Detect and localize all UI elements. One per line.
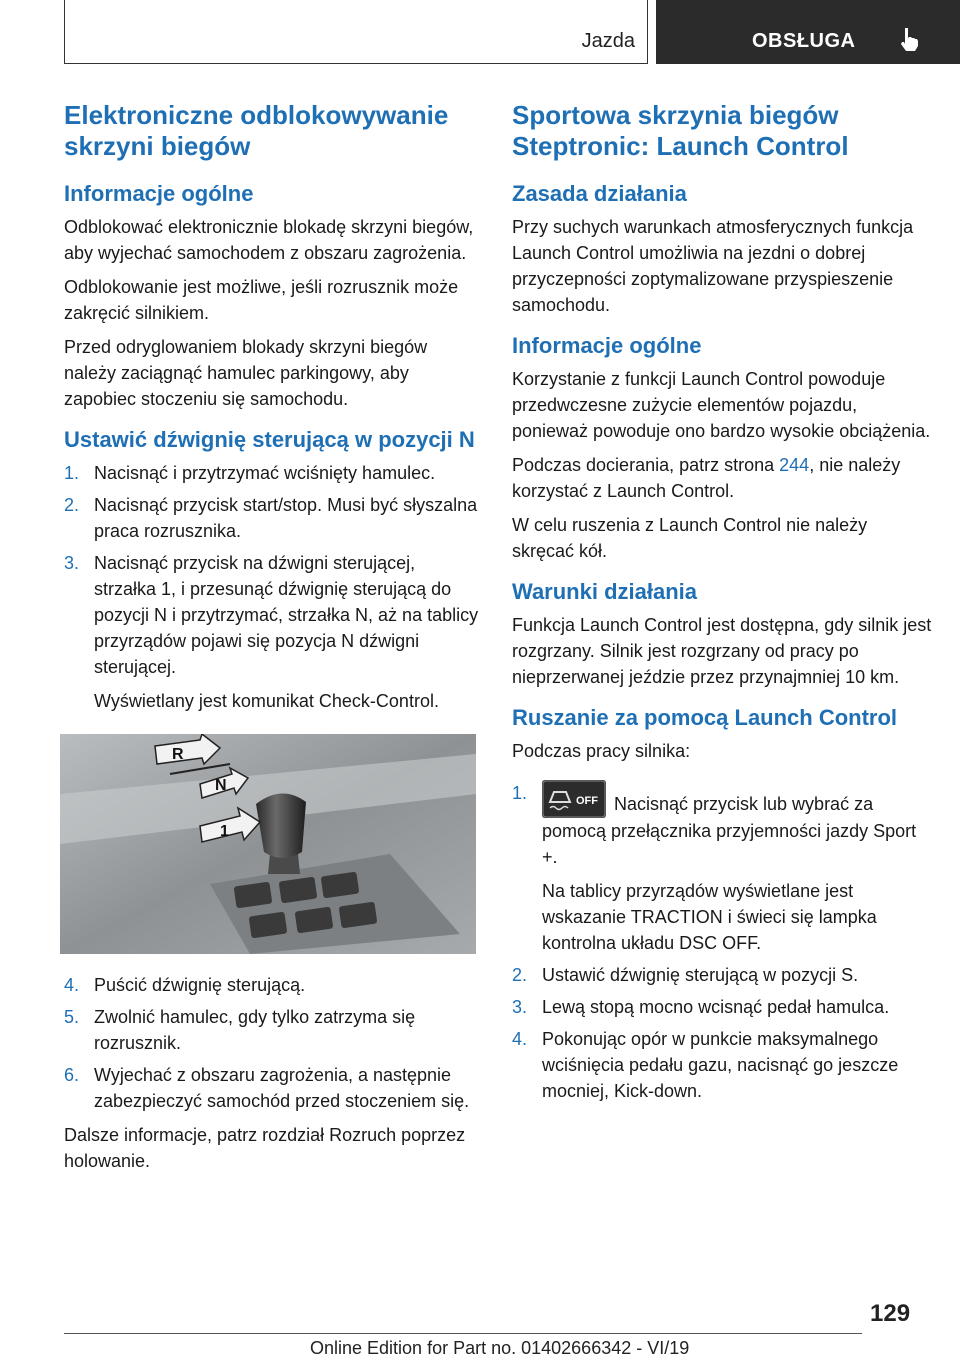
- text-before-link: Podczas docierania, patrz strona: [512, 455, 780, 475]
- paragraph: Przed odryglowaniem blokady skrzyni biegów należy zaciągnąć hamulec parkingowy, aby zapobiec stoczeniu się samochodu.: [64, 337, 428, 409]
- step-number: 3.: [512, 997, 528, 1017]
- paragraph: Podczas pracy silnika:: [512, 741, 691, 761]
- step-item: [64, 1062, 480, 1114]
- paragraph: Przy suchych warunkach atmosferycznych funkcja Launch Control umożliwia na jezdni o dobrej przyczepności zoptymalizowane przyspieszenie samochodu.: [512, 217, 914, 315]
- step-number: 5.: [64, 1007, 80, 1027]
- dsc-off-button-icon: [542, 780, 606, 818]
- subheading-general: Informacje ogólne: [64, 181, 254, 206]
- step-number: 1.: [64, 463, 80, 483]
- footer-divider: [64, 1333, 862, 1334]
- step-text: Nacisnąć przycisk lub wybrać za pomocą przełącznika przyjemności jazdy Sport +.: [542, 794, 917, 867]
- step-text: Nacisnąć i przytrzymać wciśnięty hamulec.: [94, 463, 436, 483]
- pointing-hand-icon: [896, 26, 922, 52]
- step-text: Nacisnąć przycisk na dźwigni sterującej, strzałka 1, i przesunąć dźwignię sterującą do pozycji N i przytrzymać, strzałka N, aż na tablicy przyrządów pojawi się pozycja N dźwigni sterującej.: [94, 553, 479, 677]
- paragraph: [512, 452, 932, 504]
- subheading-set-n: Ustawić dźwignię sterującą w pozycji N: [64, 427, 475, 452]
- subheading-conditions: Warunki działania: [512, 579, 698, 604]
- paragraph: Korzystanie z funkcji Launch Control powoduje przedwczesne zużycie elementów pojazdu, ponieważ powoduje ono bardzo wysokie obciążenia.: [512, 369, 931, 441]
- paragraph-closing: Dalsze informacje, patrz rozdział Rozruch poprzez holowanie.: [64, 1125, 466, 1171]
- step-item: [512, 994, 932, 1020]
- step-item: [512, 962, 932, 988]
- step-text: Puścić dźwignię sterującą.: [94, 975, 306, 995]
- section-title: Jazda: [581, 30, 635, 52]
- paragraph: Odblokowanie jest możliwe, jeśli rozrusznik może zakręcić silnikiem.: [64, 277, 459, 323]
- step-item: [512, 780, 932, 956]
- paragraph: W celu ruszenia z Launch Control nie należy skręcać kół.: [512, 515, 868, 561]
- step-number: 6.: [64, 1065, 80, 1085]
- figure-label-1: 1: [220, 823, 229, 840]
- figure-label-r: R: [172, 746, 184, 763]
- step-text: Pokonując opór w punkcie maksymalnego wciśnięcia pedału gazu, nacisnąć go jeszcze mocniej, Kick-down.: [542, 1029, 899, 1101]
- step-text: Wyjechać z obszaru zagrożenia, a następnie zabezpieczyć samochód przed stoczeniem się.: [94, 1065, 470, 1111]
- paragraph: Funkcja Launch Control jest dostępna, gdy silnik jest rozgrzany. Silnik jest rozgrzany od pracy po nieprzerwanej jeździe przez przynajmniej 10 km.: [512, 615, 932, 687]
- step-text: Zwolnić hamulec, gdy tylko zatrzyma się rozrusznik.: [94, 1007, 416, 1053]
- step-number: 3.: [64, 553, 80, 573]
- step-text: Nacisnąć przycisk start/stop. Musi być słyszalna praca rozrusznika.: [94, 495, 478, 541]
- step-text: Lewą stopą mocno wcisnąć pedał hamulca.: [542, 997, 890, 1017]
- step-number: 2.: [64, 495, 80, 515]
- chapter-tab[interactable]: [656, 0, 960, 64]
- paragraph: Odblokować elektronicznie blokadę skrzyni biegów, aby wyjechać samochodem z obszaru zagrożenia.: [64, 217, 474, 263]
- left-column: [64, 100, 480, 1182]
- step-item: [64, 1004, 480, 1056]
- step-text: Ustawić dźwignię sterującą w pozycji S.: [542, 965, 859, 985]
- step-item: [64, 550, 480, 714]
- section-heading: Elektroniczne odblokowywanie skrzyni biegów: [64, 100, 449, 161]
- step-number: 2.: [512, 965, 528, 985]
- step-number: 4.: [512, 1029, 528, 1049]
- page-link[interactable]: 244: [779, 455, 810, 475]
- steps-list-continued: [64, 972, 480, 1114]
- gear-lever-illustration: [60, 734, 476, 954]
- step-note: Na tablicy przyrządów wyświetlane jest wskazanie TRACTION i świeci się lampka kontrolna układu DSC OFF.: [542, 881, 877, 953]
- page-number: 129: [870, 1300, 911, 1327]
- text-after-link: , nie należy korzystać z Launch Control.: [512, 455, 901, 501]
- subheading-start: Ruszanie za pomocą Launch Control: [512, 705, 898, 730]
- step-number: 4.: [64, 975, 80, 995]
- steps-list: [512, 780, 932, 1104]
- step-item: [64, 492, 480, 544]
- step-number: 1.: [512, 783, 528, 803]
- step-item: [512, 1026, 932, 1104]
- step-item: [64, 460, 480, 486]
- chapter-tab-label: OBSŁUGA: [752, 30, 856, 52]
- section-heading: Sportowa skrzynia biegów Steptronic: Launch Control: [512, 100, 849, 161]
- step-note: Wyświetlany jest komunikat Check-Control.: [94, 691, 439, 711]
- steps-list: [64, 460, 480, 714]
- right-column: [512, 100, 932, 1112]
- header-section-box: [64, 0, 648, 64]
- subheading-principle: Zasada działania: [512, 181, 687, 206]
- figure-label-n: N: [215, 777, 227, 794]
- edition-note: Online Edition for Part no. 01402666342 - VI/19: [310, 1338, 690, 1358]
- subheading-general: Informacje ogólne: [512, 333, 702, 358]
- step-item: [64, 972, 480, 998]
- dsc-off-label: OFF: [576, 795, 598, 807]
